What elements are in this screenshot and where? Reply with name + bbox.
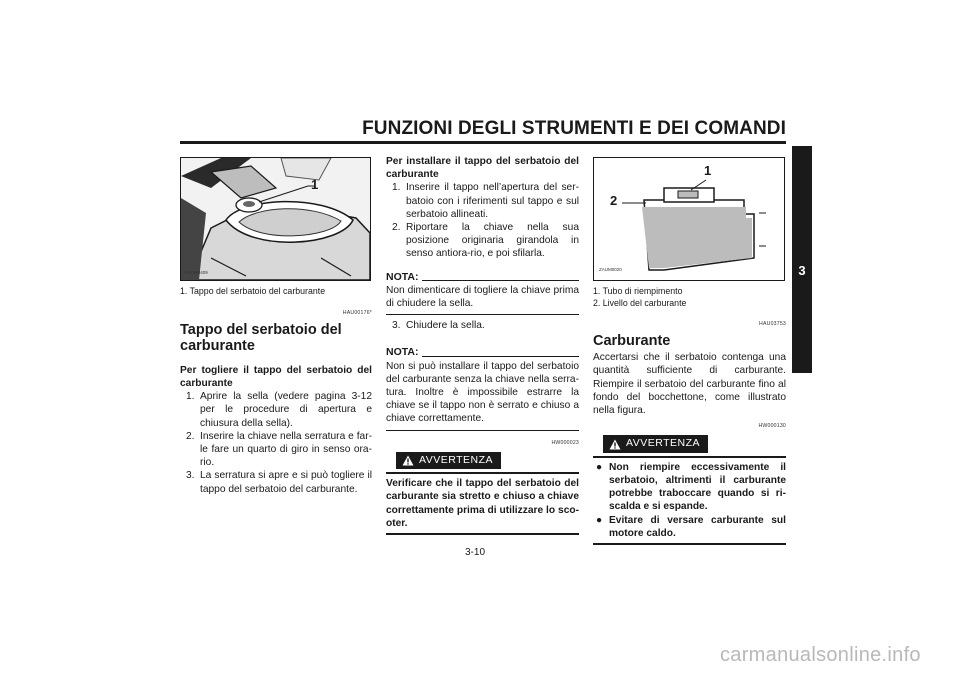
- section-ref-code: HAU00176*: [342, 309, 372, 316]
- figure-callout-1: 1: [311, 177, 319, 192]
- list-item: 2. Inserire la chiave nella serratura e far-le fare un quarto di giro in senso ora-rio.: [186, 430, 372, 469]
- chapter-side-tab: [792, 146, 812, 373]
- warning-header: [593, 435, 786, 457]
- figure-caption-2: 2. Livello del carburante: [593, 297, 687, 308]
- figure-callout-1: 1: [704, 163, 712, 178]
- close-seat-step: [386, 319, 579, 332]
- warning-header: [386, 452, 579, 474]
- page-header-title: FUNZIONI DEGLI STRUMENTI E DEI COMANDI: [362, 118, 786, 139]
- list-item: 3. Chiudere la sella.: [392, 320, 485, 332]
- fuel-tank-illustration: [594, 158, 784, 280]
- subheading-install-cap: Per installare il tappo del serbatoio del carburante: [386, 156, 579, 181]
- install-cap-steps: [386, 181, 579, 260]
- section-heading-fuel: Carburante: [593, 333, 671, 350]
- page-number: 3-10: [465, 547, 486, 558]
- nota-divider: [386, 314, 579, 315]
- column-1: [180, 157, 372, 496]
- warning-bottom-rule: [386, 533, 579, 535]
- section-heading: Tappo del serbatoio del carburante: [180, 321, 342, 354]
- fuel-body-text: Accertarsi che il serbatoio contenga una quantità sufficiente di carburante. Riempire il serbatoio del carburante fino al fondo del bocchettone, come illustrato nella figura.: [593, 352, 786, 417]
- scooter-seat-illustration: [181, 158, 370, 280]
- warning-triangle-icon: [402, 455, 414, 466]
- figure-caption-1: 1. Tubo di riempimento: [593, 286, 683, 296]
- fuel-tank-diagram: [593, 157, 785, 281]
- fuel-cap-photo: [180, 157, 371, 281]
- header-rule: [180, 141, 786, 144]
- watermark-text: carmanualsonline.info: [720, 644, 921, 666]
- list-item: 2. Riportare la chiave nella sua posizione originaria girandola in senso antiora-rio, e poi sfilarla.: [392, 222, 579, 260]
- nota-text-2: Non si può installare il tappo del serbatoio del carburante senza la chiave nella serra-tura. Inoltre è impossibile estrarre la chiave se il tappo non è serrato e chiuso a chiave correttamente.: [386, 360, 579, 425]
- warning-ref-code: HW000130: [758, 423, 786, 430]
- section-ref-code: HAU03753: [759, 321, 786, 327]
- warning-text: Verificare che il tappo del serbatoio del carburante sia stretto e chiuso a chiave correttamente prima di utilizzare lo sco-oter.: [386, 478, 579, 529]
- column-2: [386, 155, 579, 535]
- figure-code: ZAUM0409: [185, 270, 208, 275]
- list-item: ● Evitare di versare carburante sul motore caldo.: [596, 514, 786, 539]
- warning-badge: AVVERTENZA: [603, 435, 708, 452]
- figure-caption: 1. Tappo del serbatoio del carburante: [180, 286, 326, 296]
- list-item: 1. Aprire la sella (vedere pagina 3-12 per le procedure di apertura e chiusura della sella).: [186, 391, 372, 429]
- warning-triangle-icon: [609, 439, 621, 450]
- warning-bottom-rule: [593, 543, 786, 545]
- list-item: 1. Inserire il tappo nell’apertura del ser-batoio con i riferimenti sul tappo e sul serbatoio allineati.: [392, 182, 579, 220]
- warning-badge: AVVERTENZA: [396, 452, 501, 469]
- nota-heading: NOTA:: [386, 271, 579, 284]
- nota-heading-2: NOTA:: [386, 346, 579, 359]
- figure-callout-2: 2: [610, 193, 618, 208]
- nota-text: Non dimenticare di togliere la chiave prima di chiudere la sella.: [386, 284, 579, 310]
- subheading-remove-cap: Per togliere il tappo del serbatoio del carburante: [180, 364, 372, 389]
- list-item: 3. La serratura si apre e si può togliere il tappo del serbatoio del carburante.: [186, 470, 372, 495]
- warning-bullets: [593, 461, 786, 543]
- column-3: [593, 157, 786, 545]
- remove-cap-steps: [180, 390, 372, 496]
- figure-code: ZAUM0020: [599, 267, 622, 272]
- list-item: ● Non riempire eccessivamente il serbatoio, altrimenti il carburante potrebbe traboccare quando si ri-scalda e si espande.: [596, 461, 786, 513]
- nota-divider-2: [386, 430, 579, 431]
- chapter-number: 3: [798, 263, 806, 278]
- warning-ref-code: HW000023: [551, 439, 579, 446]
